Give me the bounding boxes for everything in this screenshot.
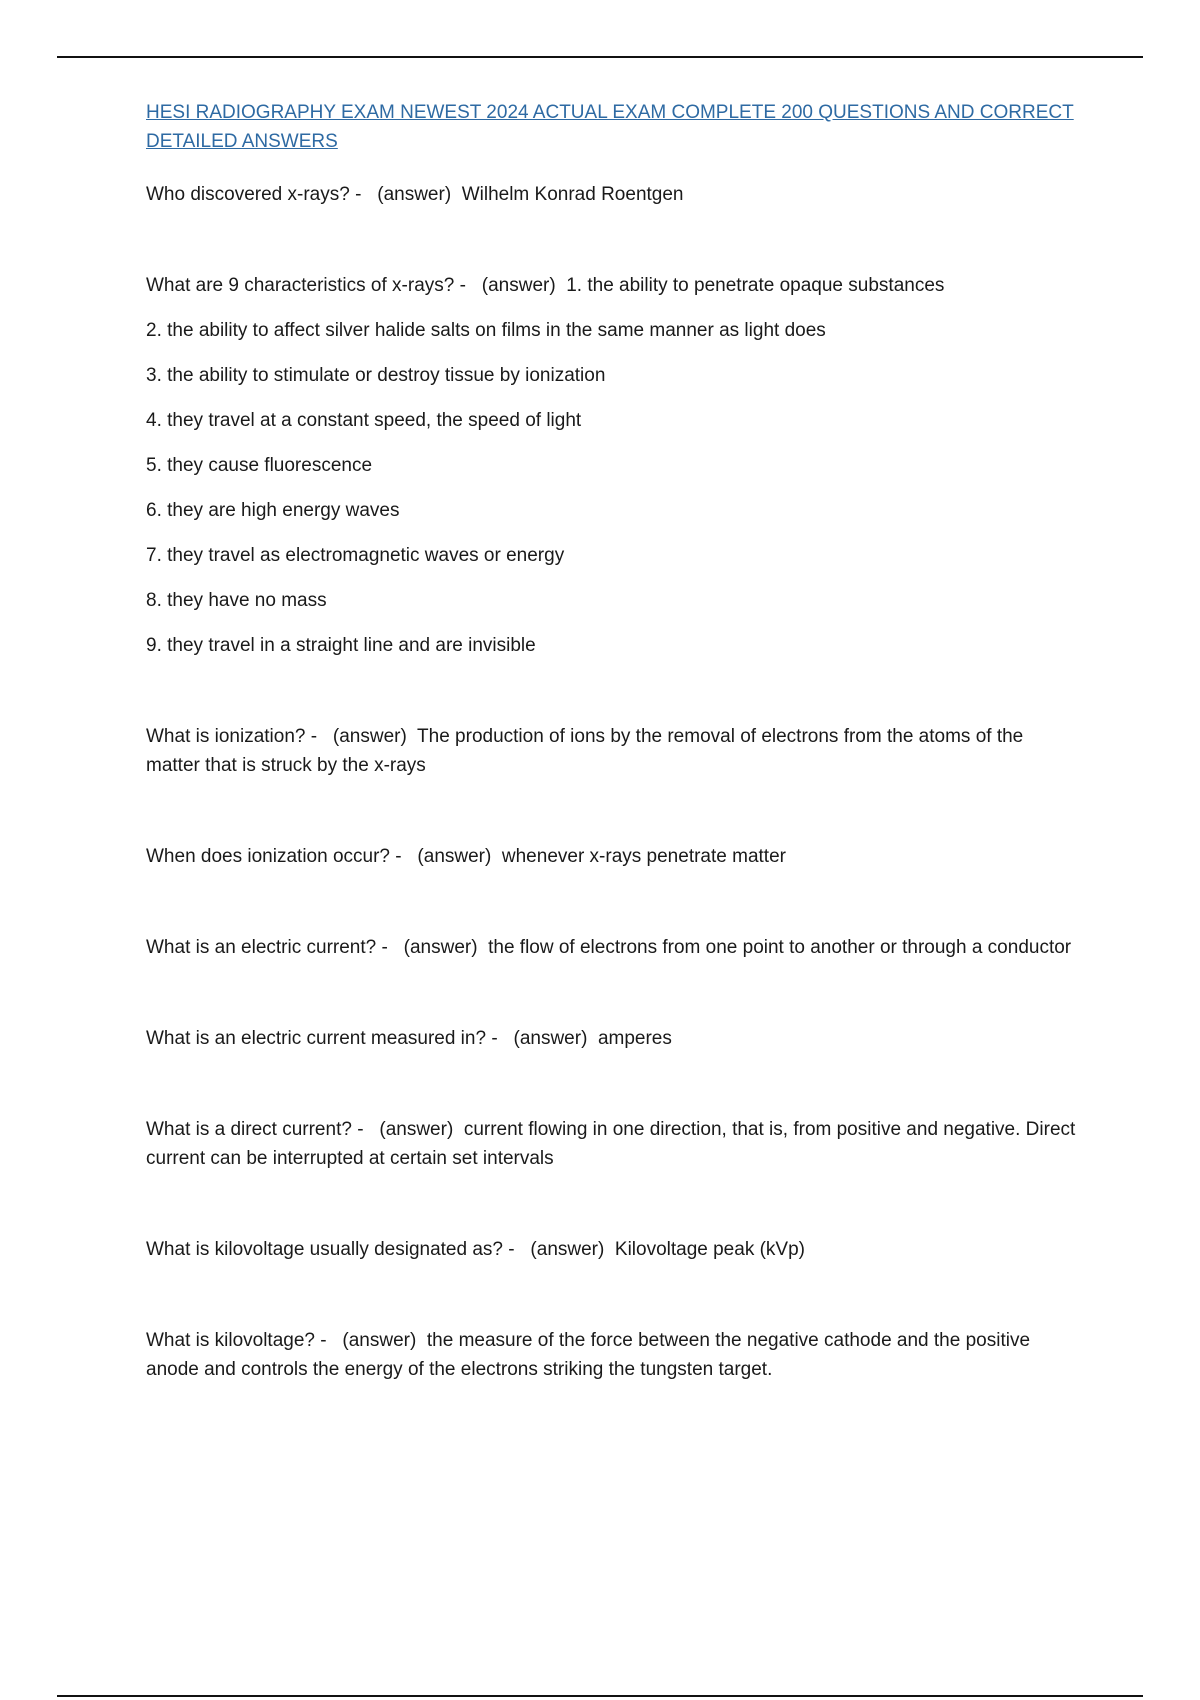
list-item: 4. they travel at a constant speed, the speed of light — [146, 410, 582, 431]
list-item: 3. the ability to stimulate or destroy tissue by ionization — [146, 365, 606, 386]
bottom-rule — [57, 1695, 1143, 1697]
qa-item — [146, 1115, 1076, 1173]
answer-separator: - (answer) — [389, 846, 502, 867]
answer: the flow of electrons from one point to another or through a conductor — [488, 937, 1072, 958]
top-rule — [57, 56, 1143, 58]
list-item: 2. the ability to affect silver halide salts on films in the same manner as light does — [146, 320, 826, 341]
question: What is a direct current? — [146, 1119, 352, 1140]
list-item: 5. they cause fluorescence — [146, 455, 373, 476]
answer: 1. the ability to penetrate opaque substances — [566, 275, 945, 296]
document-title[interactable]: HESI RADIOGRAPHY EXAM NEWEST 2024 ACTUAL EXAM COMPLETE 200 QUESTIONS AND CORRECT DETAILED ANSWERS — [146, 102, 1074, 152]
answer: amperes — [597, 1028, 672, 1049]
question: When does ionization occur? — [146, 846, 390, 867]
answer-separator: - (answer) — [376, 937, 489, 958]
question: What is ionization? — [146, 726, 306, 747]
list-item: 7. they travel as electromagnetic waves or energy — [146, 545, 565, 566]
list-item: 6. they are high energy waves — [146, 500, 400, 521]
question: What is kilovoltage? — [146, 1330, 315, 1351]
list-item: 9. they travel in a straight line and are invisible — [146, 635, 536, 656]
question: Who discovered x-rays? — [146, 184, 350, 205]
document-body — [146, 98, 1076, 1384]
answer-separator: - (answer) — [349, 184, 462, 205]
qa-item — [146, 1326, 1076, 1384]
qa-item — [146, 1235, 1076, 1264]
question: What is an electric current? — [146, 937, 377, 958]
answer-separator: - (answer) — [486, 1028, 598, 1049]
qa-item — [146, 180, 1076, 209]
answer-separator: - (answer) — [351, 1119, 464, 1140]
question: What is kilovoltage usually designated as? — [146, 1239, 503, 1260]
answer-separator: - (answer) — [454, 275, 567, 296]
question: What is an electric current measured in? — [146, 1028, 487, 1049]
qa-item — [146, 933, 1076, 962]
answer: The production of ions by the removal of electrons from the atoms of the matter that is struck by the x-rays — [146, 726, 1024, 776]
qa-item — [146, 842, 1076, 871]
list-item: 8. they have no mass — [146, 590, 327, 611]
qa-item — [146, 722, 1076, 780]
answer: Wilhelm Konrad Roentgen — [461, 184, 684, 205]
answer: current flowing in one direction, that is, from positive and negative. Direct current can be interrupted at certain set intervals — [146, 1119, 1076, 1169]
qa-item — [146, 271, 1076, 300]
answer: Kilovoltage peak (kVp) — [614, 1239, 805, 1260]
qa-item — [146, 1024, 1076, 1053]
question: What are 9 characteristics of x-rays? — [146, 275, 455, 296]
answer: the measure of the force between the negative cathode and the positive anode and controls the energy of the electrons striking the tungsten target. — [146, 1330, 1031, 1380]
answer: whenever x-rays penetrate matter — [501, 846, 786, 867]
answer-separator: - (answer) — [314, 1330, 427, 1351]
characteristics-list — [146, 316, 1076, 660]
answer-separator: - (answer) — [305, 726, 418, 747]
answer-separator: - (answer) — [502, 1239, 615, 1260]
